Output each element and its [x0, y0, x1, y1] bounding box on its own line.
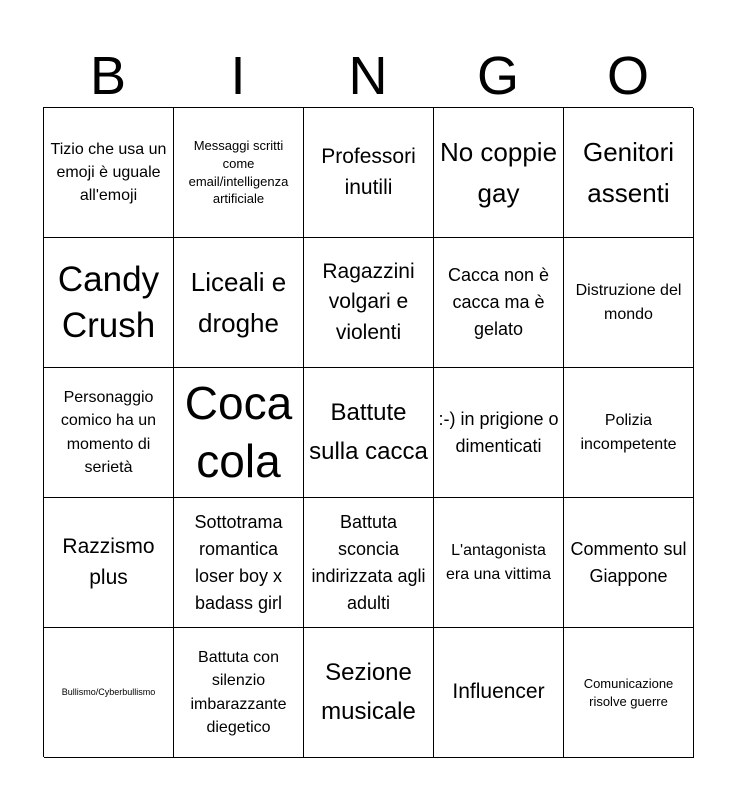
header-letter-g: G — [476, 46, 519, 106]
bingo-cell-r5c1[interactable] — [44, 628, 174, 758]
bingo-cell-r3c2[interactable] — [174, 368, 304, 498]
bingo-cell-r1c5[interactable] — [564, 108, 694, 238]
bingo-cell-text: Professori inutili — [321, 145, 416, 199]
bingo-cell-r2c4[interactable] — [434, 238, 564, 368]
header-letter-n: N — [348, 46, 388, 106]
bingo-cell-r4c2[interactable] — [174, 498, 304, 628]
bingo-cell-text: Distruzione del mondo — [575, 282, 682, 323]
bingo-cell-text: Sottotrama romantica loser boy x badass girl — [194, 511, 283, 613]
bingo-cell-r5c4[interactable] — [434, 628, 564, 758]
bingo-cell-text: Commento sul Giappone — [570, 538, 687, 586]
bingo-cell-r4c1[interactable] — [44, 498, 174, 628]
header-letter-o: O — [606, 46, 649, 106]
bingo-cell-text: Liceali e droghe — [190, 267, 287, 338]
bingo-cell-text: Ragazzini volgari e violenti — [322, 259, 415, 344]
bingo-card — [43, 107, 693, 757]
bingo-cell-text: Bullismo/Cyberbullismo — [61, 687, 156, 698]
bingo-cell-r2c5[interactable] — [564, 238, 694, 368]
bingo-cell-text: Sezione musicale — [321, 659, 416, 725]
bingo-cell-r4c3[interactable] — [304, 498, 434, 628]
bingo-cell-text: Coca cola — [184, 377, 293, 487]
bingo-cell-r3c3[interactable] — [304, 368, 434, 498]
bingo-cell-r3c5[interactable] — [564, 368, 694, 498]
bingo-cell-text: Cacca non è cacca ma è gelato — [447, 265, 550, 339]
bingo-cell-text: Personaggio comico ha un momento di serietà — [60, 389, 157, 476]
bingo-cell-r2c3[interactable] — [304, 238, 434, 368]
bingo-cell-text: Influencer — [452, 680, 545, 704]
bingo-header — [43, 44, 693, 108]
bingo-cell-text: Battuta sconcia indirizzata agli adulti — [311, 511, 426, 613]
bingo-cell-r5c5[interactable] — [564, 628, 694, 758]
bingo-cell-text: Candy Crush — [57, 260, 160, 345]
bingo-cell-text: Tizio che usa un emoji è uguale all'emoji — [50, 140, 167, 205]
bingo-cell-text: Razzismo plus — [62, 535, 155, 589]
bingo-cell-text: Battuta con silenzio imbarazzante diegetico — [190, 649, 287, 736]
bingo-cell-r1c4[interactable] — [434, 108, 564, 238]
bingo-cell-text: Polizia incompetente — [580, 412, 677, 453]
bingo-cell-r1c3[interactable] — [304, 108, 434, 238]
bingo-cell-r4c5[interactable] — [564, 498, 694, 628]
bingo-cell-text: No coppie gay — [439, 137, 558, 208]
bingo-cell-r2c2[interactable] — [174, 238, 304, 368]
bingo-cell-text: Comunicazione risolve guerre — [583, 675, 674, 709]
header-letter-b: B — [89, 46, 127, 106]
bingo-cell-r4c4[interactable] — [434, 498, 564, 628]
bingo-cell-text: Battute sulla cacca — [309, 399, 428, 465]
bingo-cell-r1c2[interactable] — [174, 108, 304, 238]
bingo-cell-text: :-) in prigione o dimenticati — [438, 408, 559, 456]
bingo-cell-r5c3[interactable] — [304, 628, 434, 758]
bingo-cell-r3c4[interactable] — [434, 368, 564, 498]
header-letter-i: I — [230, 46, 246, 106]
bingo-cell-r1c1[interactable] — [44, 108, 174, 238]
bingo-cell-text: Genitori assenti — [582, 137, 675, 208]
bingo-cell-r2c1[interactable] — [44, 238, 174, 368]
bingo-cell-text: Messaggi scritti come email/intelligenza artificiale — [188, 138, 289, 207]
bingo-cell-r3c1[interactable] — [44, 368, 174, 498]
bingo-cell-r5c2[interactable] — [174, 628, 304, 758]
bingo-cell-text: L'antagonista era una vittima — [446, 542, 551, 583]
